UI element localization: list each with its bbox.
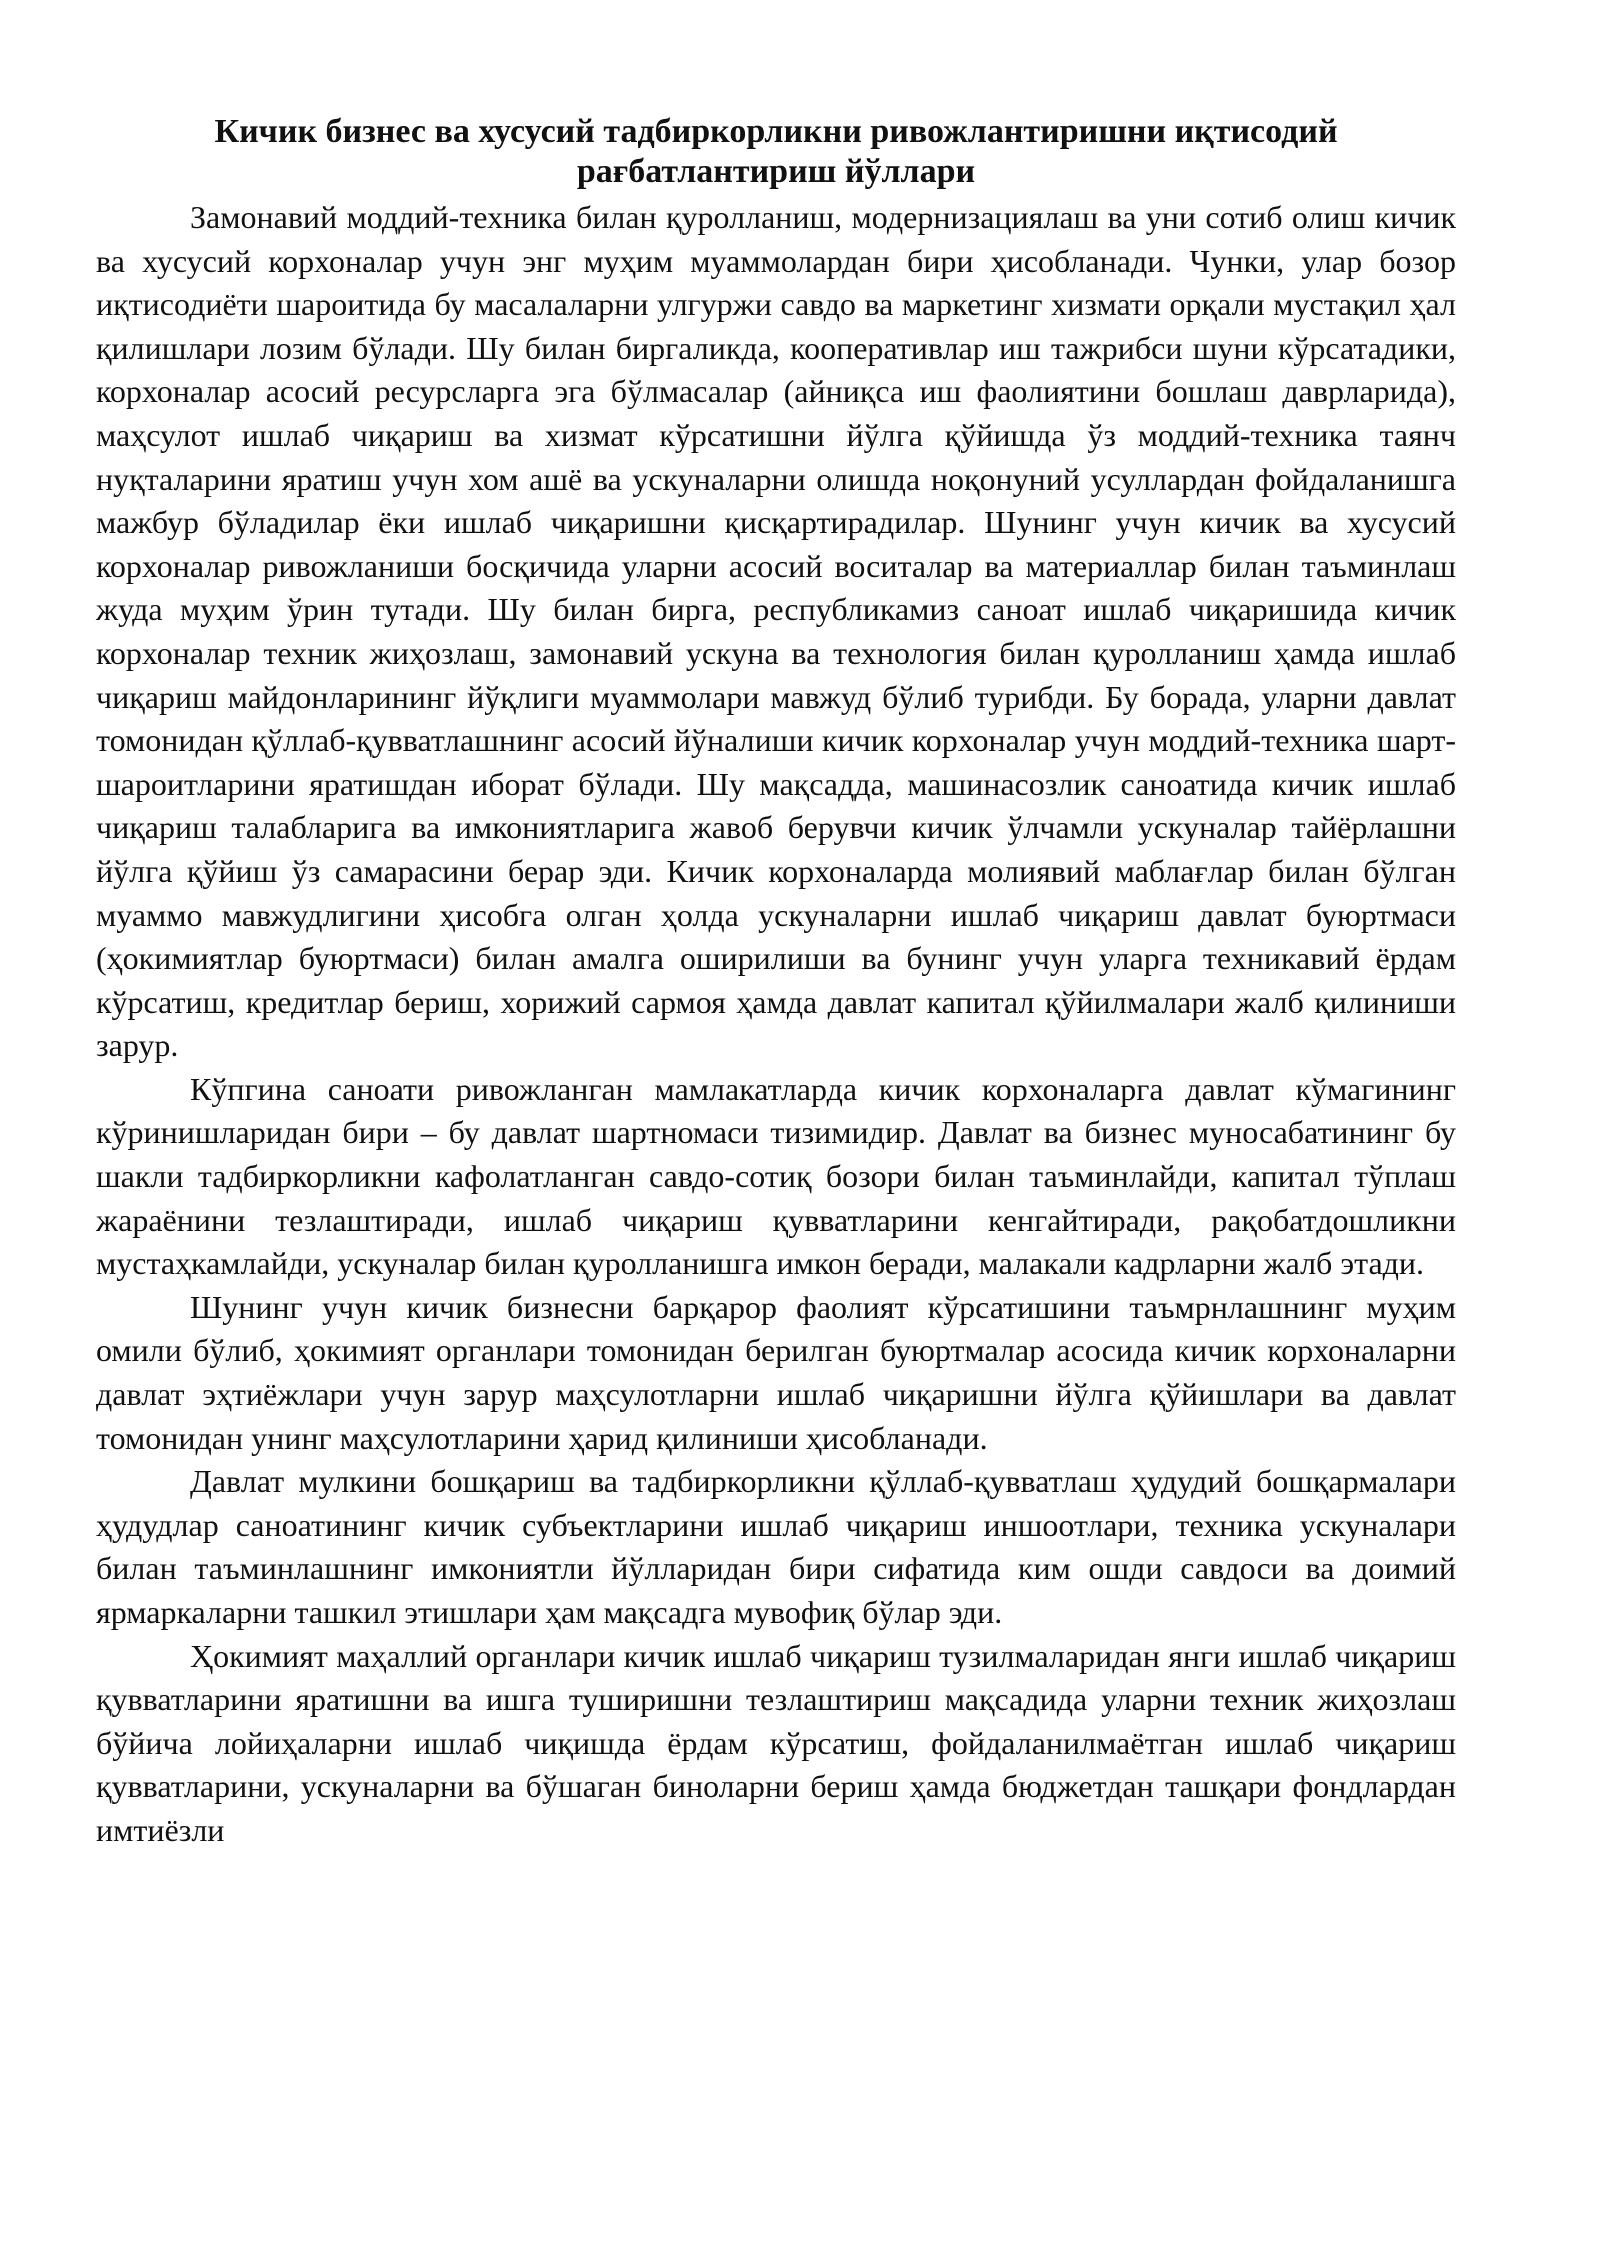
document-title-line-2: рағбатлантириш йўллари [576,153,976,190]
paragraph-2: Кўпгина саноати ривожланган мамлакатларда кичик корхоналарга давлат кўмагининг кўринишларидан бири – бу давлат шартномаси тизимидир. Давлат ва бизнес муносабатининг бу шакли тадбиркорликни кафолатланган савдо-сотиқ бозори билан таъминлайди, капитал тўплаш жараёнини тезлаштиради, ишлаб чиқариш қувватларини кенгайтиради, рақобатдошликни мустаҳкамлайди, ускуналар билан қуролланишга имкон беради, малакали кадрларни жалб этади. [96,1070,1456,1282]
document-page [96,112,1456,1853]
paragraph-5: Ҳокимият маҳаллий органлари кичик ишлаб чиқариш тузилмаларидан янги ишлаб чиқариш қувватларини яратишни ва ишга туширишни тезлаштириш мақсадида уларни техник жиҳозлаш бўйича лойиҳаларни ишлаб чиқишда ёрдам кўрсатиш, фойдаланилмаётган ишлаб чиқариш қувватларини, ускуналарни ва бўшаган биноларни бериш ҳамда бюджетдан ташқари фондлардан имтиёзли [96,1637,1456,1848]
paragraph-1: Замонавий моддий-техника билан қуролланиш, модернизациялаш ва уни сотиб олиш кичик ва хусусий корхоналар учун энг муҳим муаммолардан бири ҳисобланади. Чунки, улар бозор иқтисодиёти шароитида бу масалаларни улгуржи савдо ва маркетинг хизмати орқали мустақил ҳал қилишлари лозим бўлади. Шу билан биргаликда, кооперативлар иш тажрибси шуни кўрсатадики, корхоналар асосий ресурсларга эга бўлмасалар (айниқса иш фаолиятини бошлаш даврларида), маҳсулот ишлаб чиқариш ва хизмат кўрсатишни йўлга қўйишда ўз моддий-техника таянч нуқталарини яратиш учун хом ашё ва ускуналарни олишда ноқонуний усуллардан фойдаланишга мажбур бўладилар ёки ишлаб чиқаришни қисқартирадилар. Шунинг учун кичик ва хусусий корхоналар ривожланиши босқичида уларни асосий воситалар ва материаллар билан таъминлаш жуда муҳим ўрин тутади. Шу билан бирга, республикамиз саноат ишлаб чиқаришида кичик корхоналар техник жиҳозлаш, замонавий ускуна ва технология билан қуролланиш ҳамда ишлаб чиқариш майдонларининг йўқлиги муаммолари мавжуд бўлиб турибди. Бу борада, уларни давлат томонидан қўллаб-қувватлашнинг асосий йўналиши кичик корхоналар учун моддий-техника шарт-шароитларини яратишдан иборат бўлади. Шу мақсадда, машинасозлик саноатида кичик ишлаб чиқариш талабларига ва имкониятларига жавоб берувчи кичик ўлчамли ускуналар тайёрлашни йўлга қўйиш ўз самарасини берар эди. Кичик корхоналарда молиявий маблағлар билан бўлган муаммо мавжудлигини ҳисобга олган ҳолда ускуналарни ишлаб чиқариш давлат буюртмаси (ҳокимиятлар буюртмаси) билан амалга оширилиши ва бунинг учун уларга техникавий ёрдам кўрсатиш, кредитлар бериш, хорижий сармоя ҳамда давлат капитал қўйилмалари жалб қилиниши зарур. [96,199,1456,1064]
paragraph-4: Давлат мулкини бошқариш ва тадбиркорликни қўллаб-қувватлаш ҳудудий бошқармалари ҳудудлар саноатининг кичик субъектларини ишлаб чиқариш иншоотлари, техника ускуналари билан таъминлашнинг имкониятли йўлларидан бири сифатида ким ошди савдоси ва доимий ярмаркаларни ташкил этишлари ҳам мақсадга мувофиқ бўлар эди. [96,1463,1456,1630]
paragraph-3: Шунинг учун кичик бизнесни барқарор фаолият кўрсатишини таъмрнлашнинг муҳим омили бўлиб, ҳокимият органлари томонидан берилган буюртмалар асосида кичик корхоналарни давлат эҳтиёжлари учун зарур маҳсулотларни ишлаб чиқаришни йўлга қўйишлари ва давлат томонидан унинг маҳсулотларини ҳарид қилиниши ҳисобланади. [96,1288,1456,1456]
document-title [96,112,1456,192]
document-title-line-1: Кичик бизнес ва хусусий тадбиркорликни ривожлантиришни иқтисодий [214,113,1338,150]
